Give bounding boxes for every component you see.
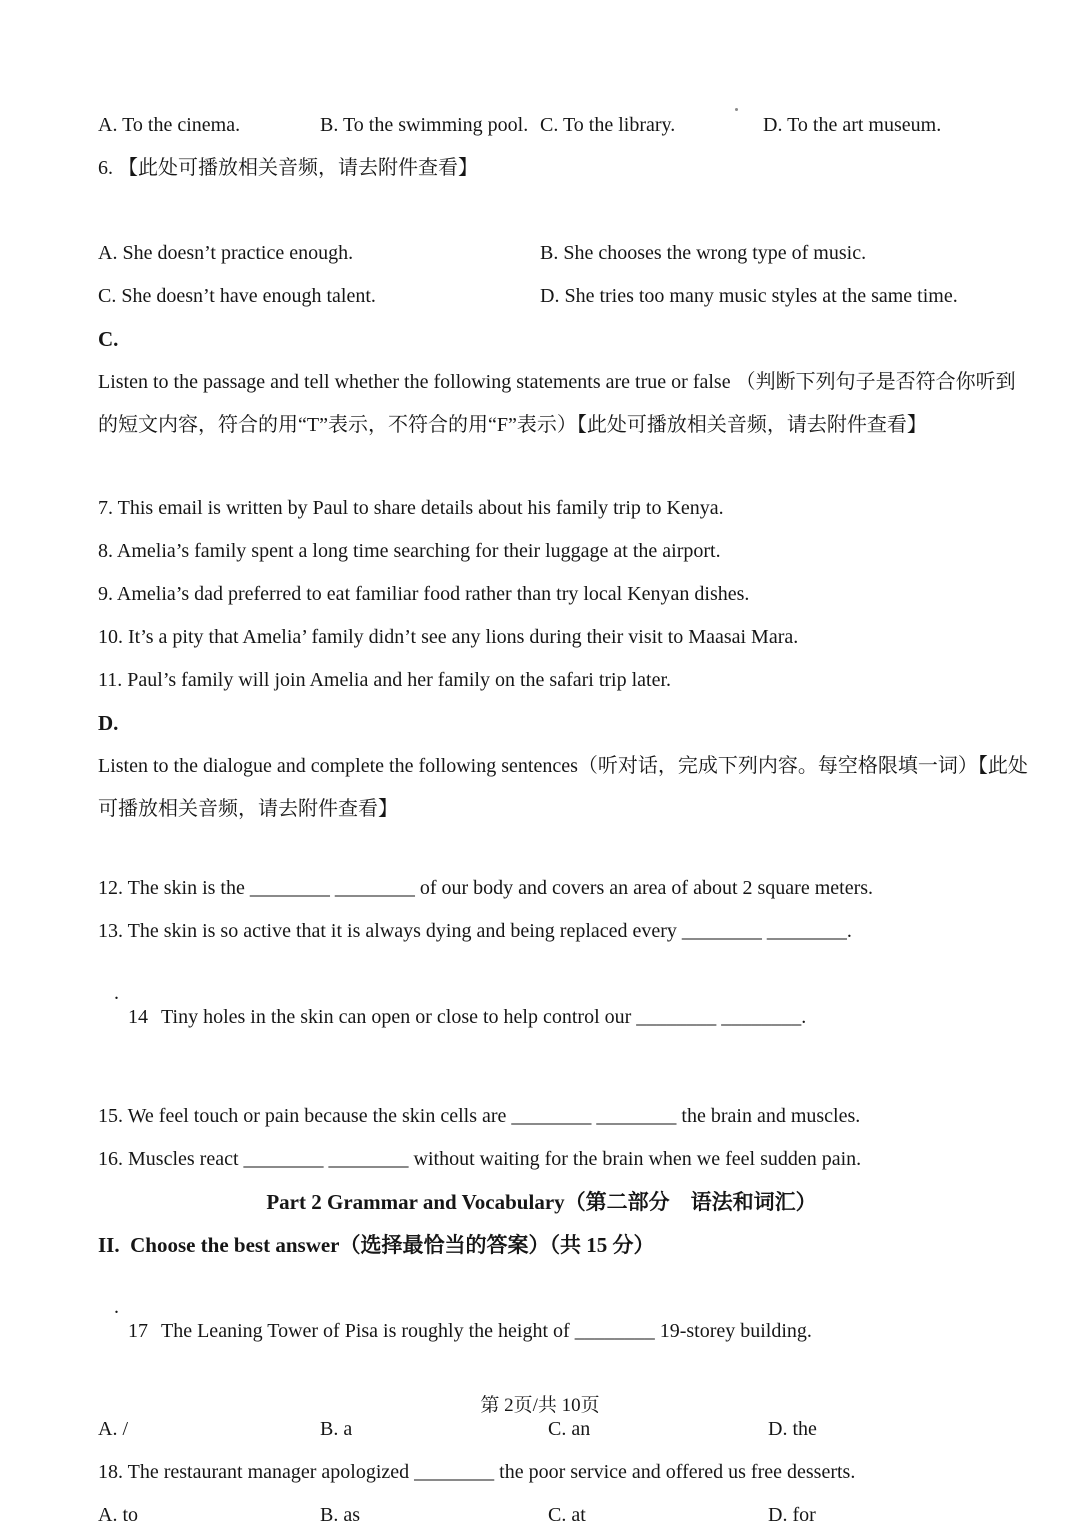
section-ii-heading: II. Choose the best answer（选择最恰当的答案）（共 15 分） [98, 1233, 655, 1257]
fill-in-13: 13. The skin is so active that it is always dying and being replaced every ________ ________. [98, 920, 852, 942]
question-17-text: The Leaning Tower of Pisa is roughly the height of ________ 19-storey building. [161, 1320, 812, 1342]
statement-8: 8. Amelia’s family spent a long time searching for their luggage at the airport. [98, 540, 721, 562]
question5-options-row [98, 104, 985, 147]
question18-options-row [98, 1494, 985, 1527]
page-number-footer: 第 2页/共 10页 [480, 1395, 600, 1416]
question6-options-row2 [98, 275, 985, 318]
q5-option-b: B. To the swimming pool. [320, 114, 529, 136]
q18-option-d: D. for [768, 1504, 816, 1526]
q17-option-c: C. an [548, 1418, 591, 1440]
statement-11: 11. Paul’s family will join Amelia and her family on the safari trip later. [98, 669, 672, 691]
question6-audio-line: 6. 【此处可播放相关音频，请去附件查看】 [98, 157, 478, 179]
section-c-instruction-line2: 的短文内容，符合的用“T”表示，不符合的用“F”表示）【此处可播放相关音频，请去附件查看】 [98, 414, 927, 436]
q5-option-c: C. To the library. [540, 114, 676, 136]
part2-title: Part 2 Grammar and Vocabulary（第二部分 语法和词汇） [266, 1190, 817, 1214]
q18-option-b: B. as [320, 1504, 360, 1526]
question-17 [98, 1267, 985, 1396]
q17-option-b: B. a [320, 1418, 353, 1440]
q18-option-a: A. to [98, 1504, 138, 1526]
section-c-instruction-line1: Listen to the passage and tell whether the following statements are true or false （判断下列句子是否符合你听到 [98, 371, 1016, 393]
q5-option-a: A. To the cinema. [98, 114, 241, 136]
fill-in-15: 15. We feel touch or pain because the skin cells are ________ ________ the brain and muscles. [98, 1105, 861, 1127]
q6-option-d: D. She tries too many music styles at the same time. [540, 285, 958, 307]
q17-option-d: D. the [768, 1418, 817, 1440]
section-c-label: C. [98, 327, 119, 351]
q6-option-b: B. She chooses the wrong type of music. [540, 242, 867, 264]
question6-options-row1 [98, 232, 985, 275]
question-17-dropped-period: . [114, 1296, 119, 1318]
question-17-number: 17 [128, 1320, 148, 1342]
q18-option-c: C. at [548, 1504, 586, 1526]
fill-in-14-text: Tiny holes in the skin can open or close to help control our ________ ________. [161, 1006, 807, 1028]
fill-in-16: 16. Muscles react ________ ________ without waiting for the brain when we feel sudden pain. [98, 1148, 862, 1170]
q6-option-a: A. She doesn’t practice enough. [98, 242, 354, 264]
fill-in-14 [98, 953, 985, 1082]
section-d-label: D. [98, 711, 119, 735]
q5-option-d: D. To the art museum. [763, 114, 942, 136]
question-18: 18. The restaurant manager apologized ________ the poor service and offered us free desserts. [98, 1461, 856, 1483]
section-d-instruction-line2: 可播放相关音频，请去附件查看】 [98, 798, 398, 820]
fill-in-14-number: 14 [128, 1006, 148, 1028]
statement-10: 10. It’s a pity that Amelia’ family didn’t see any lions during their visit to Maasai Mara. [98, 626, 799, 648]
fill-in-12: 12. The skin is the ________ ________ of our body and covers an area of about 2 square meters. [98, 877, 874, 899]
statement-7: 7. This email is written by Paul to share details about his family trip to Kenya. [98, 497, 724, 519]
q6-option-c: C. She doesn’t have enough talent. [98, 285, 376, 307]
page-content [98, 104, 1028, 1527]
fill-in-14-dropped-period: . [114, 982, 119, 1004]
q17-option-a: A. / [98, 1418, 128, 1440]
section-d-instruction-line1: Listen to the dialogue and complete the following sentences（听对话，完成下列内容。每空格限填一词）【此处 [98, 755, 1028, 777]
statement-9: 9. Amelia’s dad preferred to eat familiar food rather than try local Kenyan dishes. [98, 583, 750, 605]
